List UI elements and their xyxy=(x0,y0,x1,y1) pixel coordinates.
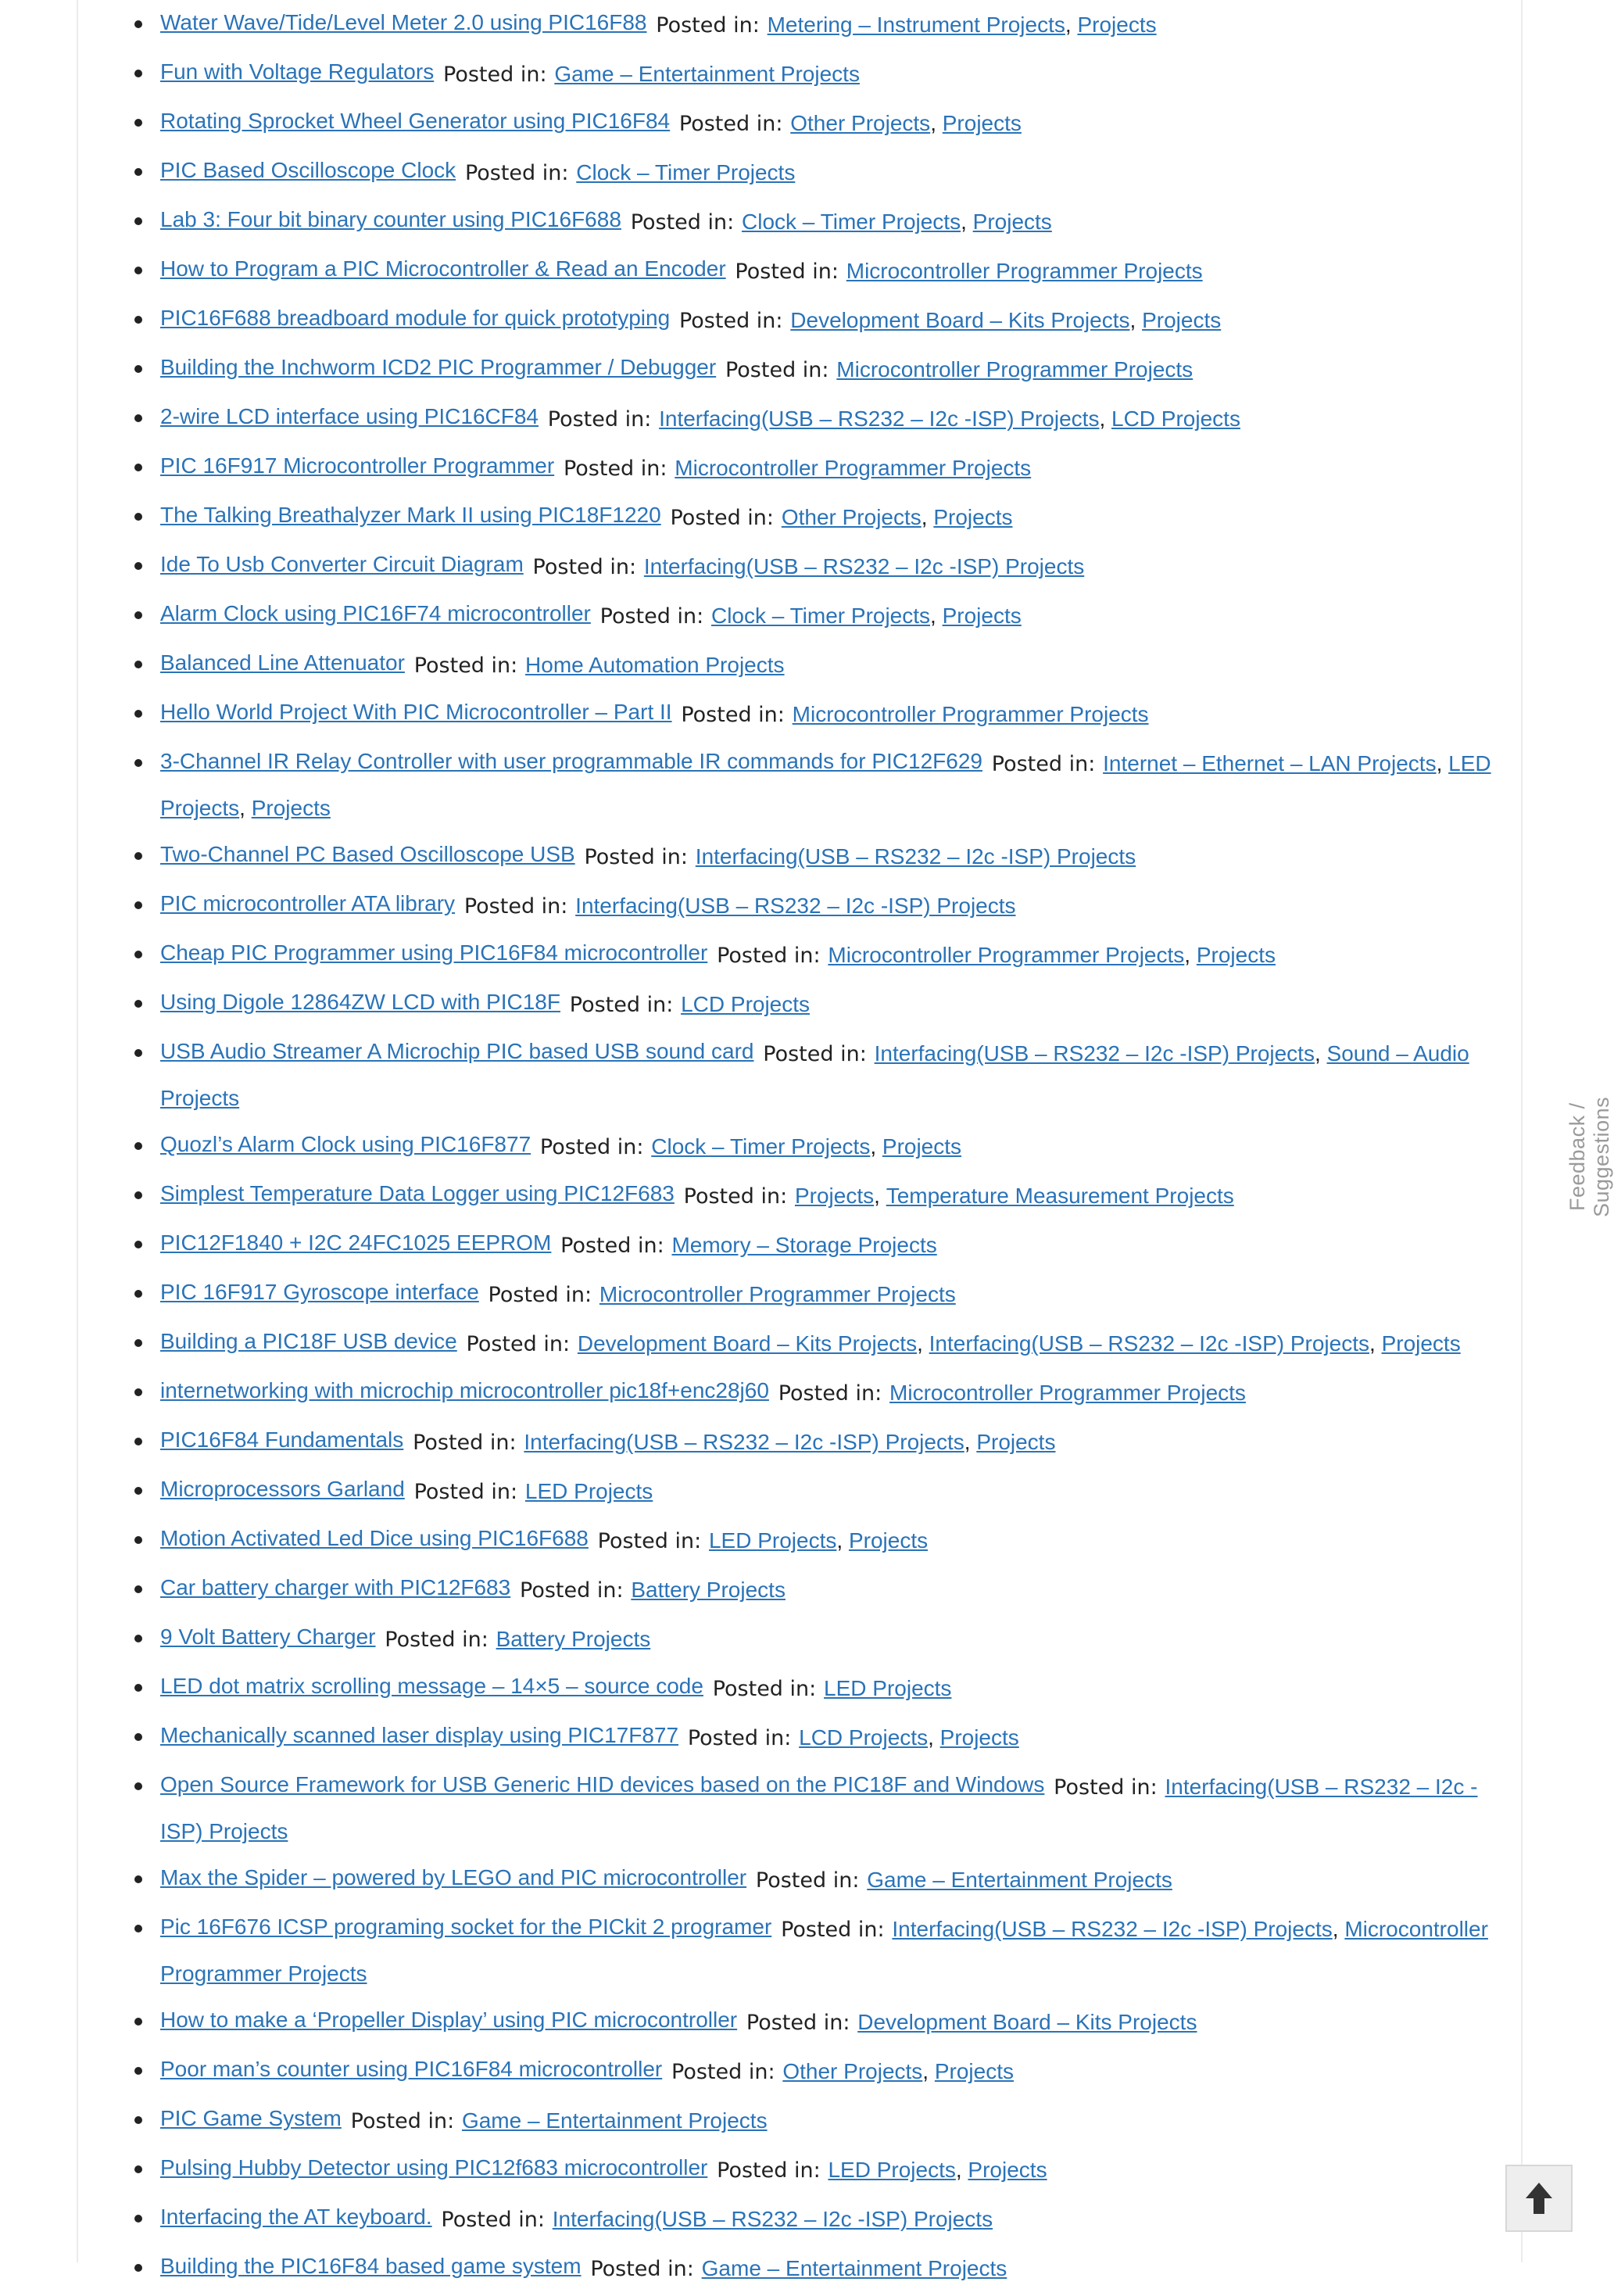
post-list-item xyxy=(160,742,1503,830)
category-link[interactable]: LED Projects xyxy=(828,2158,956,2182)
post-title-link[interactable]: The Talking Breathalyzer Mark II using PIC18F1220 xyxy=(160,503,661,527)
posted-in-label: Posted in: xyxy=(590,2257,694,2281)
post-list-item xyxy=(160,1907,1503,1996)
category-link[interactable]: Projects xyxy=(848,1528,929,1553)
post-list-item xyxy=(160,52,1503,97)
category-link[interactable]: LED Projects xyxy=(160,751,1491,820)
posted-in-label: Posted in: xyxy=(991,752,1096,776)
post-title-link[interactable]: PIC 16F917 Gyroscope interface xyxy=(160,1280,479,1304)
category-link[interactable]: Interfacing(USB – RS232 – I2c -ISP) Projects xyxy=(575,894,1016,918)
post-title-link[interactable]: Building the Inchworm ICD2 PIC Programmer / Debugger xyxy=(160,355,717,379)
category-separator: , xyxy=(1332,1917,1345,1941)
category-link[interactable]: Projects xyxy=(1077,13,1157,37)
post-list-item xyxy=(160,446,1503,491)
category-link[interactable]: Projects xyxy=(942,111,1022,135)
category-link[interactable]: Interfacing(USB – RS232 – I2c -ISP) Projects xyxy=(643,554,1085,578)
posted-in-label: Posted in: xyxy=(1054,1775,1158,1800)
posted-in-label: Posted in: xyxy=(443,63,547,87)
post-list-item xyxy=(160,2099,1503,2144)
post-list-item xyxy=(160,151,1503,195)
post-title-link[interactable]: Ide To Usb Converter Circuit Diagram xyxy=(160,552,524,576)
post-list-item xyxy=(160,933,1503,978)
category-link[interactable]: Sound – Audio Projects xyxy=(160,1041,1469,1110)
post-list-item xyxy=(160,3,1503,48)
category-link[interactable]: Clock – Timer Projects xyxy=(710,604,931,628)
post-list-item xyxy=(160,2197,1503,2242)
posted-in-label: Posted in: xyxy=(350,2109,455,2133)
post-list-item xyxy=(160,1470,1503,1514)
posted-in-label: Posted in: xyxy=(597,1529,702,1553)
post-title-link[interactable]: Cheap PIC Programmer using PIC16F84 microcontroller xyxy=(160,940,708,965)
category-link[interactable]: LED Projects xyxy=(524,1479,653,1503)
category-link[interactable]: Microcontroller Programmer Projects xyxy=(828,943,1185,967)
posted-in-label: Posted in: xyxy=(678,112,783,136)
category-separator: , xyxy=(964,1430,977,1454)
post-title-link[interactable]: Hello World Project With PIC Microcontroller – Part II xyxy=(160,700,672,724)
post-title-link[interactable]: Pulsing Hubby Detector using PIC12f683 microcontroller xyxy=(160,2155,708,2180)
category-link[interactable]: Other Projects xyxy=(790,111,931,135)
category-separator: , xyxy=(930,111,943,135)
category-link[interactable]: Development Board – Kits Projects xyxy=(790,308,1130,332)
category-link[interactable]: Projects xyxy=(1196,943,1276,967)
category-link[interactable]: LED Projects xyxy=(824,1676,952,1700)
posted-in-label: Posted in: xyxy=(560,1234,664,1258)
post-list-item xyxy=(160,397,1503,442)
category-link[interactable]: Microcontroller Programmer Projects xyxy=(160,1917,1488,1986)
category-separator: , xyxy=(1099,407,1112,431)
category-link[interactable]: Microcontroller Programmer Projects xyxy=(599,1282,956,1306)
posted-in-label: Posted in: xyxy=(778,1381,882,1406)
arrow-up-icon xyxy=(1524,2181,1554,2215)
category-link[interactable]: Microcontroller Programmer Projects xyxy=(675,456,1032,480)
category-separator: , xyxy=(239,796,252,820)
post-title-link[interactable]: PIC 16F917 Microcontroller Programmer xyxy=(160,453,555,478)
posted-in-label: Posted in: xyxy=(781,1918,885,1942)
category-link[interactable]: Interfacing(USB – RS232 – I2c -ISP) Projects xyxy=(892,1917,1333,1941)
category-link[interactable]: Projects xyxy=(251,796,331,820)
post-title-link[interactable]: PIC16F688 breadboard module for quick prototyping xyxy=(160,306,671,330)
category-link[interactable]: Game – Entertainment Projects xyxy=(461,2108,768,2133)
post-list-item xyxy=(160,299,1503,343)
category-link[interactable]: Other Projects xyxy=(782,2059,923,2083)
category-separator: , xyxy=(930,604,943,628)
posted-in-label: Posted in: xyxy=(746,2011,850,2035)
post-list-item xyxy=(160,643,1503,688)
post-title-link[interactable]: PIC microcontroller ATA library xyxy=(160,891,456,915)
category-link[interactable]: Game – Entertainment Projects xyxy=(867,1868,1172,1892)
post-title-link[interactable]: Alarm Clock using PIC16F74 microcontroller xyxy=(160,601,591,625)
posted-in-label: Posted in: xyxy=(683,1184,788,1209)
category-link[interactable]: Development Board – Kits Projects xyxy=(857,2010,1197,2034)
posted-in-label: Posted in: xyxy=(520,1578,624,1603)
category-link[interactable]: Interfacing(USB – RS232 – I2c -ISP) Projects xyxy=(874,1041,1315,1066)
post-title-link[interactable]: PIC12F1840 + I2C 24FC1025 EEPROM xyxy=(160,1230,552,1255)
posted-in-label: Posted in: xyxy=(656,13,760,38)
category-link[interactable]: Development Board – Kits Projects xyxy=(577,1331,918,1356)
posted-in-label: Posted in: xyxy=(563,457,667,481)
posted-in-label: Posted in: xyxy=(488,1283,592,1307)
post-list-item xyxy=(160,102,1503,146)
category-separator: , xyxy=(922,2059,935,2083)
category-link[interactable]: Interfacing(USB – RS232 – I2c -ISP) Projects xyxy=(929,1331,1369,1356)
post-title-link[interactable]: Poor man’s counter using PIC16F84 microcontroller xyxy=(160,2057,663,2081)
post-title-link[interactable]: Balanced Line Attenuator xyxy=(160,650,405,675)
posted-in-label: Posted in: xyxy=(687,1726,792,1750)
post-title-link[interactable]: Open Source Framework for USB Generic HID devices based on the PIC18F and Windows xyxy=(160,1772,1045,1796)
post-list-item xyxy=(160,594,1503,639)
posted-in-label: Posted in: xyxy=(463,894,568,919)
category-link[interactable]: LCD Projects xyxy=(1111,407,1240,431)
post-list-item xyxy=(160,2247,1503,2291)
category-separator: , xyxy=(955,2158,968,2182)
category-link[interactable]: Microcontroller Programmer Projects xyxy=(889,1381,1246,1405)
category-link[interactable]: Other Projects xyxy=(781,505,922,529)
post-title-link[interactable]: internetworking with microchip microcontroller pic18f+enc28j60 xyxy=(160,1378,769,1402)
category-link[interactable]: Temperature Measurement Projects xyxy=(886,1184,1234,1208)
posted-in-label: Posted in: xyxy=(413,1480,518,1504)
post-title-link[interactable]: 9 Volt Battery Charger xyxy=(160,1624,376,1649)
post-title-link[interactable]: Using Digole 12864ZW LCD with PIC18F xyxy=(160,990,560,1014)
post-title-link[interactable]: Building the PIC16F84 based game system xyxy=(160,2254,582,2278)
category-link[interactable]: Interfacing(USB – RS232 – I2c -ISP) Projects xyxy=(695,844,1136,869)
post-title-link[interactable]: Interfacing the AT keyboard. xyxy=(160,2205,432,2229)
post-title-link[interactable]: USB Audio Streamer A Microchip PIC based USB sound card xyxy=(160,1039,754,1063)
posted-in-label: Posted in: xyxy=(717,944,821,968)
category-link[interactable]: Battery Projects xyxy=(496,1627,651,1651)
category-link[interactable]: Battery Projects xyxy=(631,1578,786,1602)
posted-in-label: Posted in: xyxy=(735,260,839,284)
category-link[interactable]: Game – Entertainment Projects xyxy=(701,2256,1007,2280)
post-title-link[interactable]: How to make a ‘Propeller Display’ using PIC microcontroller xyxy=(160,2008,738,2032)
category-separator: , xyxy=(961,210,973,234)
category-separator: , xyxy=(1314,1041,1327,1066)
post-title-link[interactable]: Lab 3: Four bit binary counter using PIC16F688 xyxy=(160,207,621,231)
category-link[interactable]: Projects xyxy=(942,604,1022,628)
post-list-item xyxy=(160,496,1503,540)
posted-in-label: Posted in: xyxy=(681,703,785,727)
post-list-item xyxy=(160,545,1503,589)
post-title-link[interactable]: Water Wave/Tide/Level Meter 2.0 using PIC16F88 xyxy=(160,10,647,34)
posted-in-label: Posted in: xyxy=(466,1332,571,1356)
post-list-item xyxy=(160,1667,1503,1711)
post-title-link[interactable]: PIC Game System xyxy=(160,2106,342,2130)
category-separator: , xyxy=(870,1134,882,1159)
posted-in-label: Posted in: xyxy=(413,1431,517,1455)
category-link[interactable]: Projects xyxy=(972,210,1052,234)
posted-in-label: Posted in: xyxy=(755,1868,860,1893)
post-list-item xyxy=(160,2000,1503,2045)
feedback-tab[interactable]: Feedback / Suggestions xyxy=(1566,1096,1613,1218)
post-title-link[interactable]: Simplest Temperature Data Logger using PIC12F683 xyxy=(160,1181,675,1205)
category-link[interactable]: Projects xyxy=(968,2158,1047,2182)
post-list-item xyxy=(160,1273,1503,1317)
category-link[interactable]: Interfacing(USB – RS232 – I2c -ISP) Projects xyxy=(552,2207,993,2231)
post-list-item xyxy=(160,249,1503,294)
post-list-item xyxy=(160,1617,1503,1662)
category-link[interactable]: Clock – Timer Projects xyxy=(576,160,796,184)
posted-in-label: Posted in: xyxy=(385,1628,488,1652)
category-link[interactable]: Metering – Instrument Projects xyxy=(767,13,1065,37)
post-list-item xyxy=(160,1174,1503,1219)
post-list-item xyxy=(160,1322,1503,1366)
category-separator: , xyxy=(1065,13,1078,37)
category-separator: , xyxy=(1129,308,1143,332)
post-list-item xyxy=(160,884,1503,929)
posted-in-label: Posted in: xyxy=(464,161,569,185)
content-page xyxy=(77,0,1523,2281)
posted-in-label: Posted in: xyxy=(547,407,652,432)
post-list-item xyxy=(160,1765,1503,1854)
category-link[interactable]: LCD Projects xyxy=(681,992,811,1016)
posted-in-label: Posted in: xyxy=(599,604,704,629)
posted-in-label: Posted in: xyxy=(725,358,829,382)
category-link[interactable]: Microcontroller Programmer Projects xyxy=(792,702,1149,726)
post-list-item xyxy=(160,1420,1503,1465)
post-list-item xyxy=(160,1519,1503,1564)
post-title-link[interactable]: PIC16F84 Fundamentals xyxy=(160,1427,404,1452)
category-link[interactable]: Projects xyxy=(1142,308,1222,332)
post-list-item xyxy=(160,693,1503,737)
post-list-item xyxy=(160,1223,1503,1268)
posted-in-label: Posted in: xyxy=(717,2158,821,2183)
category-link[interactable]: Projects xyxy=(1381,1331,1461,1356)
category-link[interactable]: Projects xyxy=(934,2059,1015,2083)
category-separator: , xyxy=(1369,1331,1382,1356)
post-title-link[interactable]: Rotating Sprocket Wheel Generator using PIC16F84 xyxy=(160,109,671,133)
post-title-link[interactable]: Two-Channel PC Based Oscilloscope USB xyxy=(160,842,575,866)
posted-in-label: Posted in: xyxy=(670,506,775,530)
posted-in-label: Posted in: xyxy=(630,210,735,235)
post-list-item xyxy=(160,2050,1503,2094)
posted-in-label: Posted in: xyxy=(532,555,637,579)
post-list-item xyxy=(160,1371,1503,1416)
post-list-item xyxy=(160,983,1503,1027)
posted-in-label: Posted in: xyxy=(671,2060,775,2084)
category-link[interactable]: Projects xyxy=(933,505,1013,529)
posted-in-label: Posted in: xyxy=(539,1135,644,1159)
category-link[interactable]: Memory – Storage Projects xyxy=(671,1233,937,1257)
post-list-item xyxy=(160,1125,1503,1169)
category-separator: , xyxy=(1436,751,1449,775)
category-link[interactable]: Game – Entertainment Projects xyxy=(554,62,860,86)
post-title-link[interactable]: Quozl’s Alarm Clock using PIC16F877 xyxy=(160,1132,531,1156)
category-link[interactable]: Home Automation Projects xyxy=(525,653,785,677)
category-link[interactable]: Projects xyxy=(939,1725,1019,1750)
post-title-link[interactable]: How to Program a PIC Microcontroller & Read an Encoder xyxy=(160,256,726,281)
posted-in-label: Posted in: xyxy=(569,993,674,1017)
category-link[interactable]: Clock – Timer Projects xyxy=(651,1134,871,1159)
category-link[interactable]: Interfacing(USB – RS232 – I2c -ISP) Projects xyxy=(524,1430,964,1454)
category-link[interactable]: Projects xyxy=(794,1184,875,1208)
category-link[interactable]: Interfacing(USB – RS232 – I2c -ISP) Projects xyxy=(659,407,1100,431)
post-list-item xyxy=(160,348,1503,392)
post-title-link[interactable]: Mechanically scanned laser display using PIC17F877 xyxy=(160,1723,679,1747)
posted-in-label: Posted in: xyxy=(678,309,783,333)
category-separator: , xyxy=(917,1331,929,1356)
category-link[interactable]: Microcontroller Programmer Projects xyxy=(846,259,1203,283)
category-separator: , xyxy=(874,1184,886,1208)
category-link[interactable]: LED Projects xyxy=(708,1528,837,1553)
category-link[interactable]: Internet – Ethernet – LAN Projects xyxy=(1103,751,1437,775)
post-title-link[interactable]: LED dot matrix scrolling message – 14×5 – source code xyxy=(160,1674,703,1698)
posted-in-label: Posted in: xyxy=(712,1677,817,1701)
post-list-item xyxy=(160,1568,1503,1613)
posted-in-label: Posted in: xyxy=(584,845,689,869)
post-title-link[interactable]: 3-Channel IR Relay Controller with user programmable IR commands for PIC12F629 xyxy=(160,749,982,773)
category-separator: , xyxy=(921,505,934,529)
category-link[interactable]: Clock – Timer Projects xyxy=(742,210,961,234)
back-to-top-button[interactable] xyxy=(1505,2165,1573,2232)
post-title-link[interactable]: Motion Activated Led Dice using PIC16F688 xyxy=(160,1526,589,1550)
post-title-link[interactable]: Building a PIC18F USB device xyxy=(160,1329,457,1353)
category-separator: , xyxy=(928,1725,940,1750)
post-title-link[interactable]: Microprocessors Garland xyxy=(160,1477,405,1501)
post-list-item xyxy=(160,1032,1503,1120)
post-title-link[interactable]: Max the Spider – powered by LEGO and PIC microcontroller xyxy=(160,1865,747,1889)
post-list-item xyxy=(160,835,1503,879)
posted-in-label: Posted in: xyxy=(441,2208,545,2232)
category-link[interactable]: Microcontroller Programmer Projects xyxy=(836,357,1194,381)
post-title-link[interactable]: Fun with Voltage Regulators xyxy=(160,59,435,84)
post-list-item xyxy=(160,1716,1503,1761)
category-link[interactable]: Interfacing(USB – RS232 – I2c -ISP) Projects xyxy=(160,1775,1478,1843)
category-link[interactable]: Projects xyxy=(976,1430,1056,1454)
post-title-link[interactable]: Pic 16F676 ICSP programing socket for the PICkit 2 programer xyxy=(160,1915,772,1939)
category-separator: , xyxy=(1184,943,1197,967)
post-list-item xyxy=(160,200,1503,245)
post-list-item xyxy=(160,2148,1503,2193)
post-title-link[interactable]: Car battery charger with PIC12F683 xyxy=(160,1575,511,1599)
post-title-link[interactable]: PIC Based Oscilloscope Clock xyxy=(160,158,456,182)
post-list-item xyxy=(160,1858,1503,1903)
category-separator: , xyxy=(836,1528,849,1553)
post-title-link[interactable]: 2-wire LCD interface using PIC16CF84 xyxy=(160,404,539,428)
category-link[interactable]: Projects xyxy=(882,1134,962,1159)
post-list xyxy=(160,3,1503,2296)
posted-in-label: Posted in: xyxy=(413,654,518,678)
posted-in-label: Posted in: xyxy=(763,1042,867,1066)
category-link[interactable]: LCD Projects xyxy=(799,1725,929,1750)
